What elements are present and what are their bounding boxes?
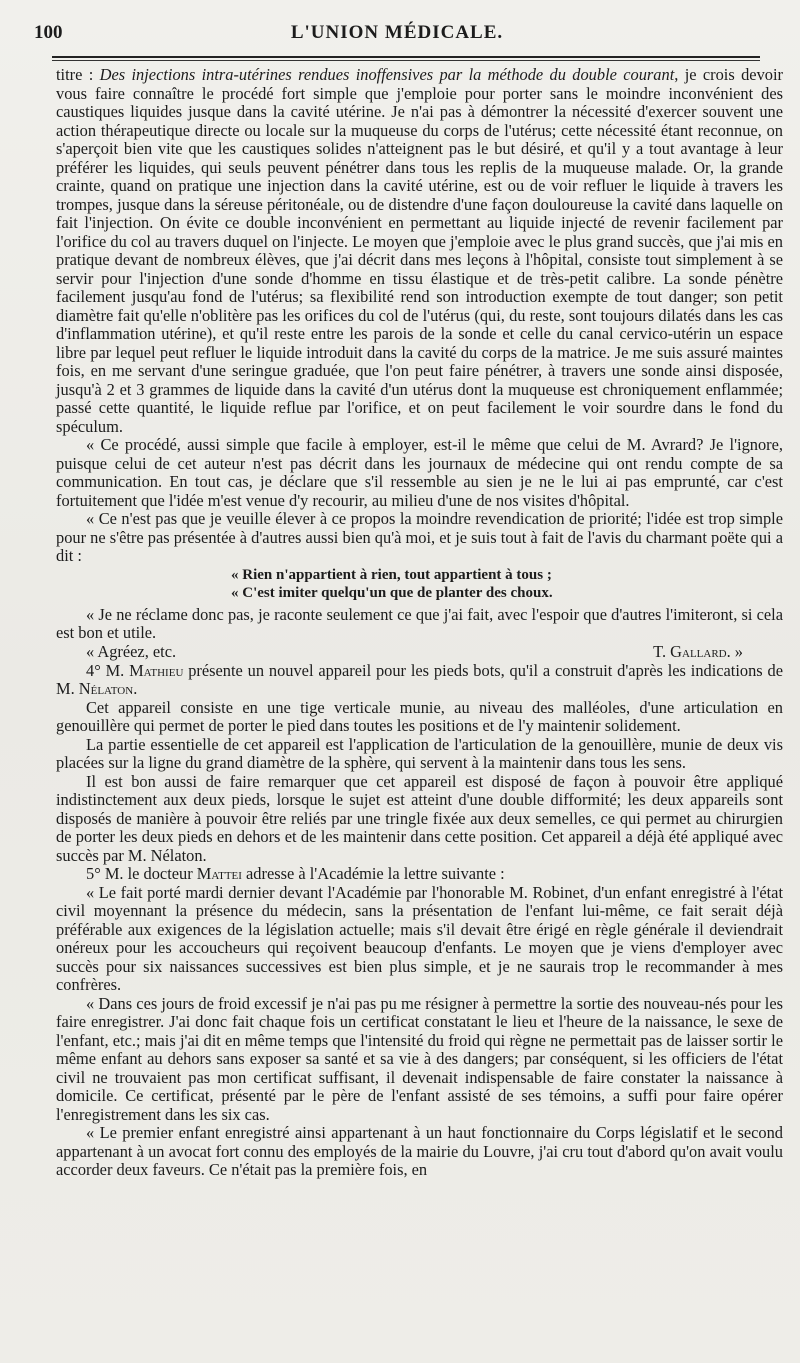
signature-author: T. Gallard. » <box>653 641 743 661</box>
paragraphs-after-verse <box>56 606 783 643</box>
text-run: Cet appareil consiste en une tige verticale munie, au niveau des malléoles, d'une articulation en genouillère qui permet de porter le pied dans toutes les positions et de l'y maintenir solidement. <box>56 697 783 736</box>
running-title: L'UNION MÉDICALE. <box>290 22 504 43</box>
closing-salutation: « Agréez, etc. <box>86 641 177 661</box>
verse-line: « Rien n'appartient à rien, tout appartient à tous ; <box>231 566 552 583</box>
small-caps-name: Nélaton <box>78 679 134 699</box>
text-run: adresse à l'Académie la lettre suivante : <box>241 864 505 884</box>
page-header <box>34 18 760 52</box>
paragraph-p12 <box>56 1124 783 1180</box>
text-run: « Ce n'est pas que je veuille élever à ce propos la moindre revendication de priorité; l'idée est trop simple pour ne s'être pas présentée à d'autres aussi bien qu'à moi, et je suis tout à fait de l'avis du charmant poëte qui a dit : <box>56 509 783 566</box>
text-run: « Dans ces jours de froid excessif je n'ai pas pu me résigner à permettre la sortie des nouveau-nés pour les faire enregistrer. J'ai donc fait chaque fois un certificat constatant le lieu et l'heure de la naissance, le sexe de l'enfant, etc.; mais j'ai dit en même temps que l'intensité du froid qui règne ne permettait pas de laisser sortir le même enfant au dehors sans exposer sa santé et sa vie à des dangers; par conséquent, si les officiers de l'état civil ne trouvaient pas mon certificat suffisant, il devenait indispensable de faire constater la naissance à domicile. Ce certificat, présenté par le père de l'enfant assisté de ses témoins, a suffi pour faire opérer l'enregistrement dans les six cas. <box>56 993 783 1124</box>
text-run: « Je ne réclame donc pas, je raconte seulement ce que j'ai fait, avec l'espoir que d'autres l'imiteront, si cela est bon et utile. <box>56 604 783 643</box>
italic-title: Des injections intra-utérines rendues inoffensives par la méthode du double courant <box>99 65 675 84</box>
text-run: La partie essentielle de cet appareil est l'application de l'articulation de la genouillère, munie de deux vis placées sur la ligne du grand diamètre de la sphère, qui servent à la maintenir dans tous les sens. <box>56 734 783 773</box>
page-number: 100 <box>34 22 63 43</box>
small-caps-name: Mattei <box>196 864 242 884</box>
verse-line: « C'est imiter quelqu'un que de planter des choux. <box>231 585 553 602</box>
text-run: Il est bon aussi de faire remarquer que cet appareil est disposé de façon à pouvoir être appliqué indistinctement aux deux pieds, lorsque le sujet est atteint d'une double difformité; les deux appareils sont disposés de manière à pouvoir être reliés par une tringle fixée aux deux semelles, ce qui permet au chirurgien de porter les deux pieds en dehors et de les maintenir dans cette position. Cet appareil a déjà été appliqué avec succès par M. Nélaton. <box>56 771 783 865</box>
paragraph-p3 <box>56 510 783 566</box>
text-run: 4° M. <box>86 660 130 680</box>
text-run: . <box>133 679 138 699</box>
text-run: « Le premier enfant enregistré ainsi appartenant à un haut fonctionnaire du Corps législatif et le second appartenant à un avocat fort connu des employés de la mairie du Louvre, j'ai cru tout d'abord qu'on avait voulu accorder deux faveurs. Ce n'était pas la première fois, en <box>56 1123 783 1180</box>
paragraph-p8 <box>56 773 783 866</box>
text-run: , je crois devoir vous faire connaître le procédé fort simple que j'emploie pour porter sans le moindre inconvénient des caustiques liquides jusque dans la cavité utérine. Je n'ai pas à démontrer la nécessité d'exercer souvent une action thérapeutique directe ou locale sur la muqueuse du corps de l'utérus; cette nécessité étant reconnue, on s'aperçoit bien vite que les caustiques solides n'atteignent pas le but désiré, et qu'il y a tout avantage à leur préférer les liquides, qui seuls peuvent pénétrer dans tous les replis de la muqueuse malade. Or, la grande crainte, quand on pratique une injection dans la cavité utérine, est ou de voir refluer le liquide à travers les trompes, jusque dans la séreuse péritonéale, ou de distendre d'une façon douloureuse la cavité dans laquelle on fait l'injection. On évite ce double inconvénient en permettant au liquide injecté de revenir facilement par l'orifice du col au travers duquel on l'injecte. Le moyen que j'emploie avec le plus grand succès, que j'ai mis en pratique devant de nombreux élèves, que j'ai décrit dans mes leçons à l'hôpital, consiste tout simplement à se servir pour l'injection d'une sonde d'homme en tissu élastique et de très-petit calibre. La sonde pénètre facilement jusqu'au fond de l'utérus; sa flexibilité rend son introduction exempte de tout danger; son petit diamètre fait qu'elle n'oblitère pas les orifices du col de l'utérus (qui, du reste, sont toujours dilatés dans les cas d'inflammation utérine), et qu'il reste entre les parois de la sonde et celle du canal cervico-utérin un espace libre par lequel peut refluer le liquide introduit dans la cavité du corps de la matrice. Je me suis assuré maintes fois, en me servant d'une seringue graduée, que l'on peut faire pénétrer, à travers une sonde ainsi disposée, jusqu'à 2 et 3 grammes de liquide dans la cavité d'un utérus dont la muqueuse est chroniquement enflammée; passé cette quantité, le liquide reflue par l'orifice, et on peut facilement le voir sourdre dans le fond du spéculum. <box>56 65 783 436</box>
paragraphs-before-verse <box>56 66 783 566</box>
signature-line <box>56 643 783 662</box>
paragraph-p5 <box>56 662 783 699</box>
text-run: titre : <box>56 65 100 84</box>
article-body <box>56 66 783 1180</box>
paragraph-p1 <box>56 66 783 436</box>
text-run: « Ce procédé, aussi simple que facile à employer, est-il le même que celui de M. Avrard? Je l'ignore, puisque celui de cet auteur n'est pas décrit dans les journaux de médecine qui ont rendu compte de sa communication. En tout cas, je déclare que s'il ressemble au sien je ne le lui ai pas emprunté, car c'est fortuitement que l'idée m'est venue d'y recourir, au milieu d'une de nos visites d'hôpital. <box>56 435 783 510</box>
paragraph-p11 <box>56 995 783 1125</box>
paragraph-p9 <box>56 865 783 884</box>
text-run: présente un nouvel appareil pour les pieds bots, qu'il a construit d'après les indications de M. <box>56 660 783 699</box>
paragraph-p2 <box>56 436 783 510</box>
text-run: « Le fait porté mardi dernier devant l'Académie par l'honorable M. Robinet, d'un enfant enregistré à l'état civil moyennant la présence du médecin, sans la présentation de l'enfant lui-même, ce fait serait déjà préférable aux exigences de la législation actuelle; mais s'il devait être érigé en règle générale il deviendrait onéreux pour les accoucheurs qui reçoivent beaucoup d'enfants. Le moyen que je viens d'employer avec succès pour six naissances successives est bien plus simple, et je ne saurais trop le recommander à mes confrères. <box>56 882 783 995</box>
text-run: 5° M. le docteur <box>86 864 197 884</box>
paragraph-p10 <box>56 884 783 995</box>
paragraph-p4 <box>56 606 783 643</box>
header-rule <box>52 56 760 61</box>
paragraphs-after-signature <box>56 662 783 1180</box>
paragraph-p7 <box>56 736 783 773</box>
small-caps-name: Mathieu <box>129 660 184 680</box>
paragraph-p6 <box>56 699 783 736</box>
